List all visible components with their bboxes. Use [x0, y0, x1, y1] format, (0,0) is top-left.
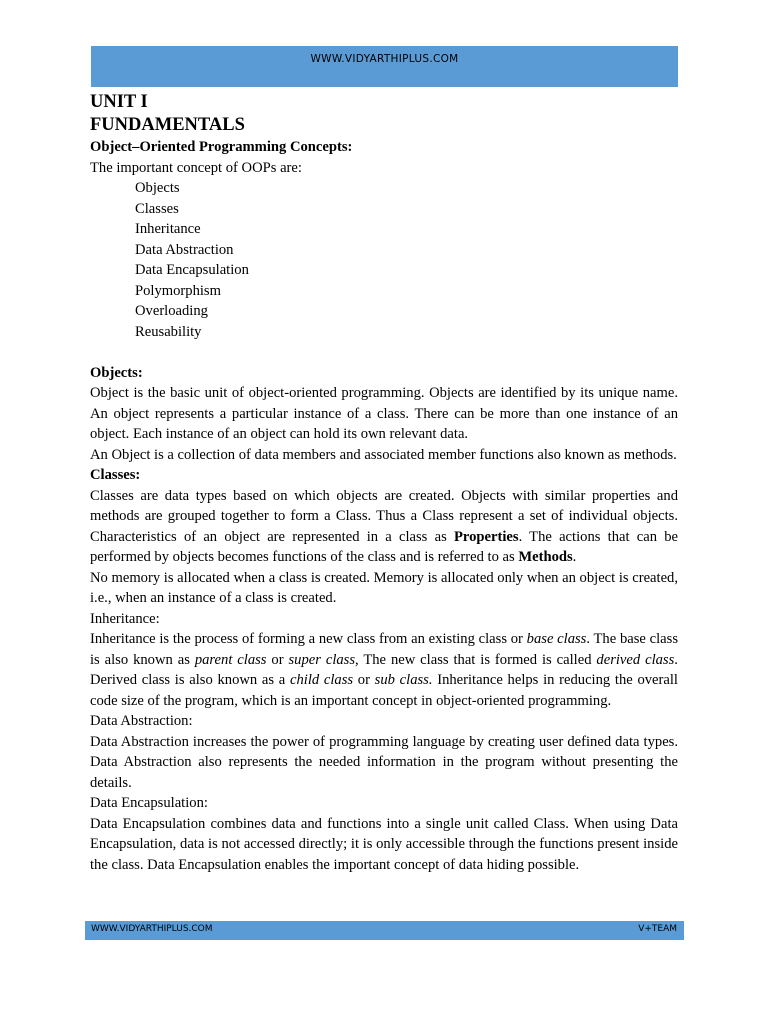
derived-class-term: derived class [596, 651, 675, 668]
document-body [90, 91, 678, 875]
data-encapsulation-heading: Data Encapsulation: [90, 795, 208, 811]
classes-text: Classes are data types based on which objects are created. Objects with similar properties and methods are grouped together to form a Class. Thus a Class represent a set of individual objects. Characteristics of an object are represented in a class as [90, 487, 678, 545]
properties-term: Properties [453, 528, 519, 545]
page-header-bar [91, 46, 678, 87]
list-item: Objects [135, 180, 180, 196]
classes-text: . The actions that can be performed by objects becomes functions of the class and is referred to as [90, 528, 679, 565]
classes-paragraph-2: No memory is allocated when a class is created. Memory is allocated only when an object is created, i.e., when an instance of a class is created. [90, 569, 679, 606]
page-footer-bar [85, 921, 684, 940]
inheritance-text: . Derived class is also known as a [90, 651, 678, 688]
footer-site-name: WWW.VIDYARTHIPLUS.COM [91, 924, 213, 934]
list-item: Inheritance [135, 221, 201, 237]
inheritance-text: , The new class that is formed is called [355, 651, 597, 668]
data-abstraction-heading: Data Abstraction: [90, 713, 193, 729]
footer-team: V+TEAM [638, 924, 677, 934]
classes-heading: Classes: [90, 467, 141, 483]
methods-term: Methods [518, 549, 573, 565]
oop-concepts-heading: Object–Oriented Programming Concepts: [90, 139, 353, 155]
classes-text: . [572, 549, 577, 565]
oop-concepts-intro: The important concept of OOPs are: [90, 159, 302, 176]
inheritance-text: Inheritance helps in reducing the overall code size of the program, which is an important concept in object-oriented programming. [90, 672, 678, 709]
inheritance-paragraph [90, 629, 678, 711]
inheritance-text: Inheritance is the process of forming a new class from an existing class or [90, 631, 527, 647]
oop-concepts-list [90, 178, 678, 342]
parent-class-term: parent class [194, 651, 267, 668]
list-item: Data Encapsulation [135, 262, 249, 278]
inheritance-text: or [353, 672, 375, 688]
list-item: Reusability [135, 323, 202, 340]
sub-class-term: sub class. [374, 672, 433, 688]
child-class-term: child class [289, 672, 354, 688]
unit-title: UNIT I [90, 92, 148, 112]
inheritance-text: or [266, 651, 289, 668]
data-abstraction-paragraph: Data Abstraction increases the power of programming language by creating user defined data types. Data Abstraction also represents the needed information in the program without presenting the details. [90, 733, 678, 791]
base-class-term: base class [526, 631, 587, 647]
classes-paragraph-1 [90, 486, 678, 568]
inheritance-heading: Inheritance: [90, 610, 160, 627]
header-site-name: WWW.VIDYARTHIPLUS.COM [310, 53, 459, 65]
objects-paragraph-1: Object is the basic unit of object-oriented programming. Objects are identified by its unique name. An object represents a particular instance of a class. There can be more than one instance of an object. Each instance of an object can hold its own relevant data. [90, 385, 678, 442]
super-class-term: super class [288, 651, 356, 668]
data-encapsulation-paragraph: Data Encapsulation combines data and functions into a single unit called Class. When using Data Encapsulation, data is not accessed directly; it is only accessible through the functions present inside the class. Data Encapsulation enables the important concept of data hiding possible. [90, 815, 678, 873]
list-item: Polymorphism [135, 282, 221, 299]
objects-heading: Objects: [90, 364, 143, 381]
list-item: Data Abstraction [135, 241, 234, 258]
unit-subtitle: FUNDAMENTALS [90, 115, 245, 135]
list-item: Classes [135, 200, 179, 217]
spacer [90, 342, 678, 363]
list-item: Overloading [135, 303, 208, 319]
inheritance-text: . The base class is also known as [90, 631, 678, 668]
objects-paragraph-2: An Object is a collection of data members and associated member functions also known as methods. [90, 446, 677, 463]
